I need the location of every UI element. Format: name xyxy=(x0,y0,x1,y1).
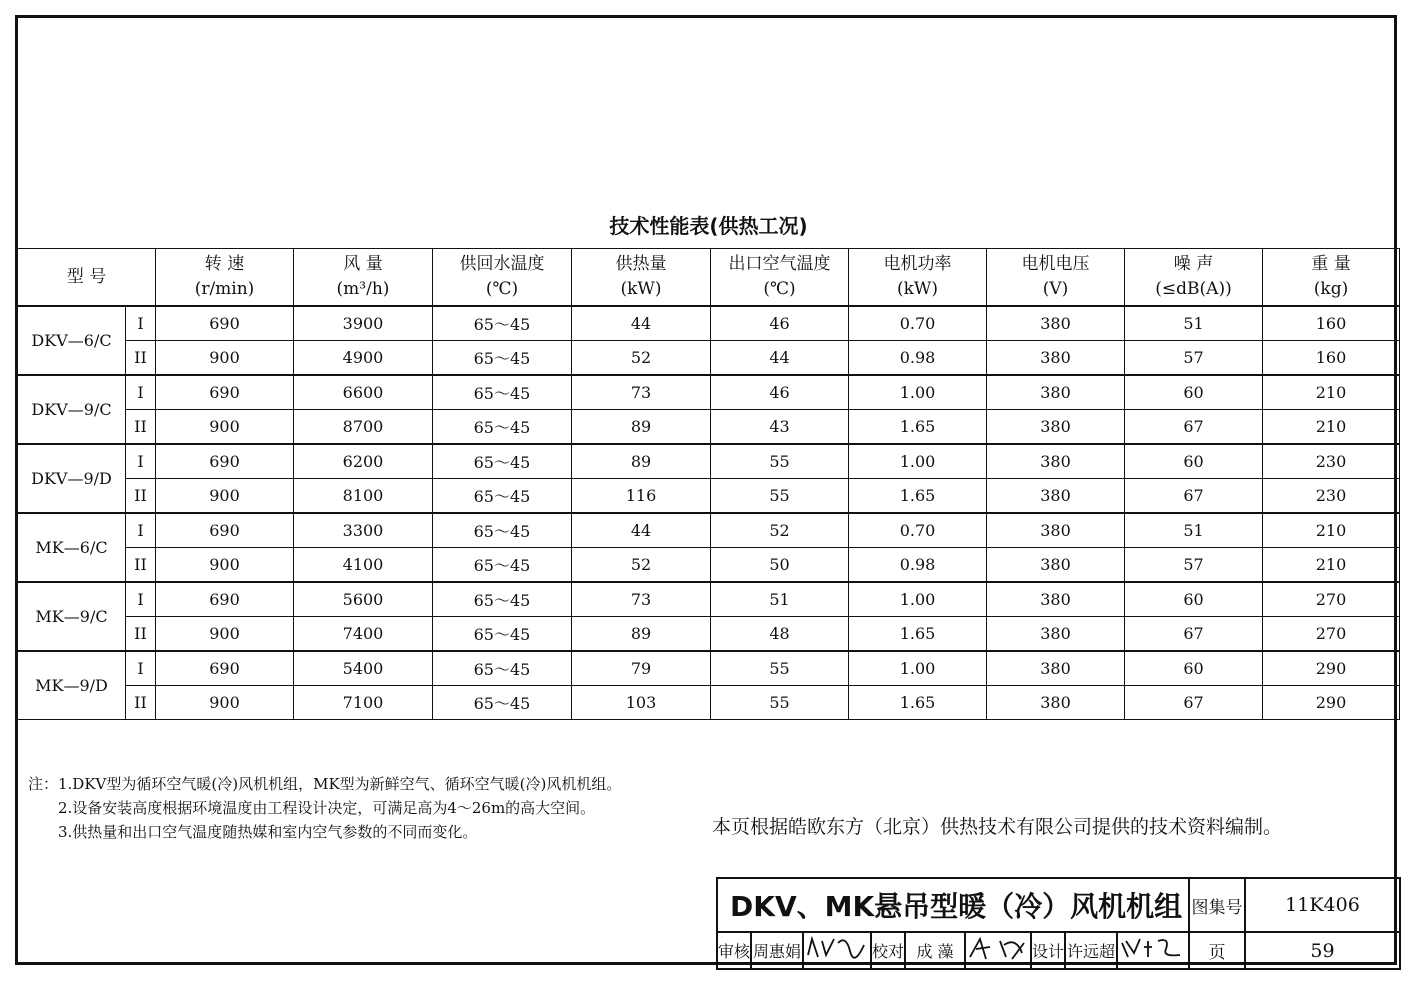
cell-speed: 900 xyxy=(156,341,294,376)
cell-power: 0.98 xyxy=(849,341,987,376)
table-row xyxy=(18,479,1400,514)
cell-heat: 116 xyxy=(572,479,711,514)
header-water-temp: 供回水温度 (℃) xyxy=(433,249,572,307)
designer-name: 许远超 xyxy=(1065,932,1117,969)
cell-speed: 900 xyxy=(156,479,294,514)
cell-voltage: 380 xyxy=(987,617,1125,652)
cell-outlet: 55 xyxy=(711,479,849,514)
cell-power: 1.00 xyxy=(849,651,987,686)
cell-heat: 103 xyxy=(572,686,711,720)
cell-voltage: 380 xyxy=(987,548,1125,583)
table-row xyxy=(18,410,1400,445)
cell-speed: 690 xyxy=(156,651,294,686)
cell-speed: 900 xyxy=(156,686,294,720)
gear-level: I xyxy=(126,651,156,686)
cell-air: 3300 xyxy=(294,513,433,548)
cell-power: 0.70 xyxy=(849,513,987,548)
gear-level: I xyxy=(126,513,156,548)
model-name: MK—6/C xyxy=(18,513,126,582)
model-name: MK—9/D xyxy=(18,651,126,720)
cell-water: 65～45 xyxy=(433,410,572,445)
cell-water: 65～45 xyxy=(433,479,572,514)
cell-outlet: 50 xyxy=(711,548,849,583)
gear-level: I xyxy=(126,375,156,410)
cell-heat: 73 xyxy=(572,375,711,410)
cell-water: 65～45 xyxy=(433,686,572,720)
cell-voltage: 380 xyxy=(987,582,1125,617)
table-row xyxy=(18,582,1400,617)
cell-outlet: 44 xyxy=(711,341,849,376)
gear-level: I xyxy=(126,444,156,479)
cell-heat: 73 xyxy=(572,582,711,617)
cell-noise: 57 xyxy=(1125,341,1263,376)
cell-noise: 67 xyxy=(1125,617,1263,652)
cell-heat: 79 xyxy=(572,651,711,686)
notes xyxy=(28,772,621,844)
cell-outlet: 48 xyxy=(711,617,849,652)
page-number: 59 xyxy=(1245,932,1400,969)
cell-voltage: 380 xyxy=(987,375,1125,410)
title-block xyxy=(716,877,1399,965)
header-row xyxy=(18,249,1400,307)
gear-level: II xyxy=(126,341,156,376)
cell-noise: 60 xyxy=(1125,582,1263,617)
cell-outlet: 52 xyxy=(711,513,849,548)
cell-air: 6200 xyxy=(294,444,433,479)
gear-level: II xyxy=(126,548,156,583)
page-label: 页 xyxy=(1189,932,1245,969)
cell-voltage: 380 xyxy=(987,513,1125,548)
table-row xyxy=(18,548,1400,583)
table-body xyxy=(18,306,1400,720)
gear-level: II xyxy=(126,410,156,445)
gear-level: I xyxy=(126,582,156,617)
source-note: 本页根据皓欧东方（北京）供热技术有限公司提供的技术资料编制。 xyxy=(712,816,1283,838)
table-row xyxy=(18,341,1400,376)
cell-weight: 230 xyxy=(1263,479,1400,514)
header-outlet-temp: 出口空气温度 (℃) xyxy=(711,249,849,307)
cell-air: 6600 xyxy=(294,375,433,410)
table-row xyxy=(18,375,1400,410)
cell-power: 0.98 xyxy=(849,548,987,583)
header-heat-output: 供热量 (kW) xyxy=(572,249,711,307)
gear-level: II xyxy=(126,617,156,652)
cell-speed: 900 xyxy=(156,548,294,583)
table-title: 技术性能表(供热工况) xyxy=(609,214,808,238)
cell-air: 8700 xyxy=(294,410,433,445)
cell-power: 1.00 xyxy=(849,444,987,479)
gear-level: I xyxy=(126,306,156,341)
cell-speed: 900 xyxy=(156,617,294,652)
cell-water: 65～45 xyxy=(433,617,572,652)
cell-speed: 690 xyxy=(156,306,294,341)
cell-noise: 51 xyxy=(1125,513,1263,548)
cell-noise: 51 xyxy=(1125,306,1263,341)
note-1: 注：1.DKV型为循环空气暖(冷)风机机组，MK型为新鲜空气、循环空气暖(冷)风机机组。 xyxy=(28,775,622,793)
cell-voltage: 380 xyxy=(987,410,1125,445)
cell-noise: 57 xyxy=(1125,548,1263,583)
cell-heat: 52 xyxy=(572,548,711,583)
cell-water: 65～45 xyxy=(433,306,572,341)
cell-outlet: 46 xyxy=(711,306,849,341)
cell-speed: 900 xyxy=(156,410,294,445)
cell-air: 4100 xyxy=(294,548,433,583)
cell-heat: 44 xyxy=(572,306,711,341)
cell-speed: 690 xyxy=(156,444,294,479)
cell-noise: 67 xyxy=(1125,410,1263,445)
gear-level: II xyxy=(126,686,156,720)
cell-heat: 89 xyxy=(572,617,711,652)
cell-heat: 52 xyxy=(572,341,711,376)
table-row xyxy=(18,617,1400,652)
cell-power: 1.65 xyxy=(849,410,987,445)
cell-heat: 89 xyxy=(572,410,711,445)
cell-voltage: 380 xyxy=(987,341,1125,376)
header-airflow: 风 量 (m³/h) xyxy=(294,249,433,307)
cell-air: 5600 xyxy=(294,582,433,617)
cell-outlet: 51 xyxy=(711,582,849,617)
cell-heat: 89 xyxy=(572,444,711,479)
model-name: DKV—6/C xyxy=(18,306,126,375)
cell-outlet: 55 xyxy=(711,686,849,720)
cell-water: 65～45 xyxy=(433,582,572,617)
cell-weight: 270 xyxy=(1263,582,1400,617)
cell-voltage: 380 xyxy=(987,306,1125,341)
cell-speed: 690 xyxy=(156,582,294,617)
cell-weight: 230 xyxy=(1263,444,1400,479)
table-row xyxy=(18,444,1400,479)
header-model: 型 号 xyxy=(18,249,156,307)
table-row xyxy=(18,651,1400,686)
cell-outlet: 55 xyxy=(711,444,849,479)
cell-outlet: 43 xyxy=(711,410,849,445)
model-name: DKV—9/D xyxy=(18,444,126,513)
designer-signature xyxy=(1117,932,1189,969)
cell-water: 65～45 xyxy=(433,375,572,410)
cell-air: 8100 xyxy=(294,479,433,514)
cell-voltage: 380 xyxy=(987,686,1125,720)
note-2: 2.设备安装高度根据环境温度由工程设计决定，可满足高为4～26m的高大空间。 xyxy=(58,799,596,817)
cell-water: 65～45 xyxy=(433,341,572,376)
cell-power: 1.65 xyxy=(849,479,987,514)
cell-weight: 210 xyxy=(1263,513,1400,548)
cell-voltage: 380 xyxy=(987,651,1125,686)
model-name: DKV—9/C xyxy=(18,375,126,444)
header-speed: 转 速 (r/min) xyxy=(156,249,294,307)
cell-noise: 60 xyxy=(1125,375,1263,410)
cell-weight: 210 xyxy=(1263,375,1400,410)
checker-signature xyxy=(965,932,1031,969)
note-3: 3.供热量和出口空气温度随热媒和室内空气参数的不同而变化。 xyxy=(58,823,478,841)
cell-power: 1.65 xyxy=(849,617,987,652)
cell-air: 7100 xyxy=(294,686,433,720)
performance-table xyxy=(17,248,1400,720)
cell-heat: 44 xyxy=(572,513,711,548)
cell-noise: 67 xyxy=(1125,479,1263,514)
cell-weight: 290 xyxy=(1263,686,1400,720)
check-label: 校对 xyxy=(871,932,905,969)
cell-power: 1.65 xyxy=(849,686,987,720)
cell-air: 7400 xyxy=(294,617,433,652)
cell-speed: 690 xyxy=(156,513,294,548)
cell-air: 3900 xyxy=(294,306,433,341)
atlas-number: 11K406 xyxy=(1245,878,1400,932)
cell-air: 5400 xyxy=(294,651,433,686)
header-noise: 噪 声 (≤dB(A)) xyxy=(1125,249,1263,307)
cell-voltage: 380 xyxy=(987,479,1125,514)
cell-noise: 67 xyxy=(1125,686,1263,720)
drawing-title: DKV、MK悬吊型暖（冷）风机机组 xyxy=(717,878,1189,932)
cell-air: 4900 xyxy=(294,341,433,376)
review-label: 审核 xyxy=(717,932,751,969)
cell-outlet: 55 xyxy=(711,651,849,686)
cell-power: 0.70 xyxy=(849,306,987,341)
cell-outlet: 46 xyxy=(711,375,849,410)
table-row xyxy=(18,306,1400,341)
cell-noise: 60 xyxy=(1125,651,1263,686)
cell-water: 65～45 xyxy=(433,513,572,548)
cell-weight: 270 xyxy=(1263,617,1400,652)
reviewer-name: 周惠娟 xyxy=(751,932,803,969)
header-motor-voltage: 电机电压 (V) xyxy=(987,249,1125,307)
design-label: 设计 xyxy=(1031,932,1065,969)
cell-power: 1.00 xyxy=(849,375,987,410)
model-name: MK—9/C xyxy=(18,582,126,651)
cell-water: 65～45 xyxy=(433,651,572,686)
cell-water: 65～45 xyxy=(433,548,572,583)
reviewer-signature xyxy=(803,932,871,969)
table-row xyxy=(18,513,1400,548)
cell-weight: 290 xyxy=(1263,651,1400,686)
cell-voltage: 380 xyxy=(987,444,1125,479)
cell-power: 1.00 xyxy=(849,582,987,617)
cell-weight: 210 xyxy=(1263,548,1400,583)
cell-speed: 690 xyxy=(156,375,294,410)
header-weight: 重 量 (kg) xyxy=(1263,249,1400,307)
cell-water: 65～45 xyxy=(433,444,572,479)
atlas-label: 图集号 xyxy=(1189,878,1245,932)
table-row xyxy=(18,686,1400,720)
cell-noise: 60 xyxy=(1125,444,1263,479)
gear-level: II xyxy=(126,479,156,514)
cell-weight: 160 xyxy=(1263,306,1400,341)
header-motor-power: 电机功率 (kW) xyxy=(849,249,987,307)
checker-name: 成 藻 xyxy=(905,932,965,969)
cell-weight: 210 xyxy=(1263,410,1400,445)
cell-weight: 160 xyxy=(1263,341,1400,376)
